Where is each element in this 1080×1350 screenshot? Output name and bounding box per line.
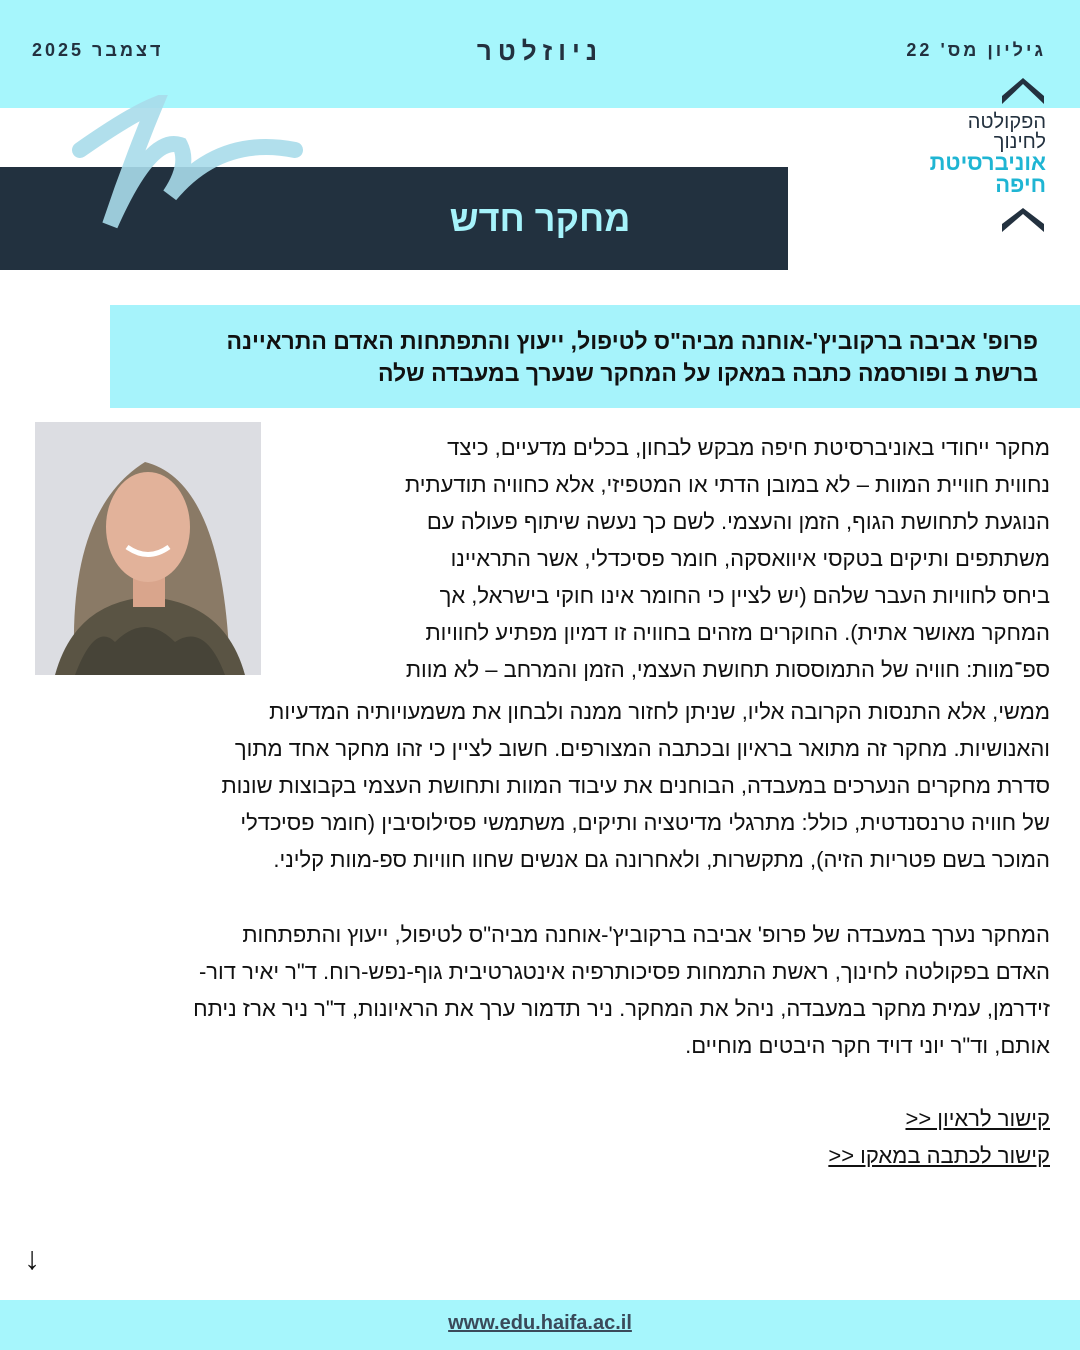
issue-number: גיליון מס' 22 bbox=[906, 40, 1046, 60]
body-line: ממשי, אלא התנסות הקרובה אליו, שניתן לחזור ממנה ולבחון את משמעויותיה המדעיות bbox=[269, 699, 1050, 724]
university-logo bbox=[906, 78, 1046, 196]
body-line: ביחס לחוויות העבר שלהם (יש לציין כי החומר אינו חוקי בישראל, אך bbox=[439, 583, 1050, 608]
article-link[interactable]: קישור לכתבה במאקו << bbox=[828, 1143, 1050, 1168]
logo-university-2: חיפה bbox=[995, 172, 1046, 197]
highlight-line: פרופ' אביבה ברקוביץ'-אוחנה מביה"ס לטיפול, ייעוץ והתפתחות האדם התראיינה bbox=[226, 328, 1038, 354]
body-line: המוכר בשם פטריות הזיה), מתקשרות, ולאחרונה גם אנשים שחוו חוויות ספ-מוות קליני. bbox=[273, 847, 1050, 872]
credits-line: המחקר נערך במעבדה של פרופ' אביבה ברקוביץ'-אוחנה מביה"ס לטיפול, ייעוץ והתפתחות bbox=[242, 922, 1050, 947]
body-line: של חוויה טרנסנדטית, כולל: מתרגלי מדיטציה ותיקים, משתמשי פסילוסיבין (חומר פסיכדלי bbox=[240, 810, 1050, 835]
website-link[interactable]: www.edu.haifa.ac.il bbox=[448, 1312, 632, 1334]
section-title: מחקר חדש bbox=[449, 198, 631, 239]
credits-line: אותם, וד"ר יוני דויד חקר היבטים מוחיים. bbox=[685, 1033, 1050, 1058]
interview-link[interactable]: קישור לראיון << bbox=[905, 1106, 1050, 1131]
researcher-photo bbox=[35, 422, 261, 675]
body-line: סדרת מחקרים הנערכים במעבדה, הבוחנים את עיבוד המוות ותחושת העצמי בקבוצות שונות bbox=[221, 773, 1050, 798]
highlight-box bbox=[110, 305, 1080, 408]
logo-university-1: אוניברסיטת bbox=[929, 150, 1046, 175]
body-line: והאנושיות. מחקר זה מתואר בראיון ובכתבה המצורפים. חשוב לציין כי זהו מחקר אחד מתוך bbox=[234, 736, 1050, 761]
newsletter-title: ניוזלטר bbox=[476, 36, 604, 66]
scroll-down-arrow-icon: ↓ bbox=[24, 1240, 40, 1276]
chevron-up-icon bbox=[1000, 78, 1046, 106]
logo-faculty-1: הפקולטה bbox=[967, 111, 1046, 133]
logo-faculty-2: לחינוך bbox=[993, 131, 1046, 153]
issue-date: דצמבר 2025 bbox=[32, 40, 164, 60]
body-line: משתתפים ותיקים בטקסי איוואסקה, חומר פסיכדלי, אשר התראיינו bbox=[450, 546, 1050, 571]
body-line: המחקר מאושר אתית). החוקרים מזהים בחוויה זו דמיון מפתיע לחוויות bbox=[425, 620, 1050, 645]
credits-line: זידרמן, עמית מחקר במעבדה, ניהל את המחקר. ניר תדמור ערך את הראיונות, ד"ר ניר ארז ניתח bbox=[193, 996, 1050, 1021]
body-line: ספ־מוות: חוויה של התמוססות תחושת העצמי, הזמן והמרחב – לא מוות bbox=[405, 657, 1050, 682]
body-line: נחווית חוויית המוות – לא במובן הדתי או המטפיזי, אלא כחוויה תודעתית bbox=[404, 472, 1050, 497]
footer-band bbox=[0, 1300, 1080, 1350]
body-line: מחקר ייחודי באוניברסיטת חיפה מבקש לבחון, בכלים מדעיים, כיצד bbox=[447, 435, 1050, 460]
body-line: הנוגעת לתחושת הגוף, הזמן והעצמי. לשם כך נעשה שיתוף פעולה עם bbox=[426, 509, 1050, 534]
highlight-line: ברשת ב ופורסמה כתבה במאקו על המחקר שנערך במעבדה שלה bbox=[377, 360, 1038, 386]
credits-line: האדם בפקולטה לחינוך, ראשת התמחות פסיכותרפיה אינטגרטיבית גוף-נפש-רוח. ד"ר יאיר דור- bbox=[198, 959, 1050, 984]
